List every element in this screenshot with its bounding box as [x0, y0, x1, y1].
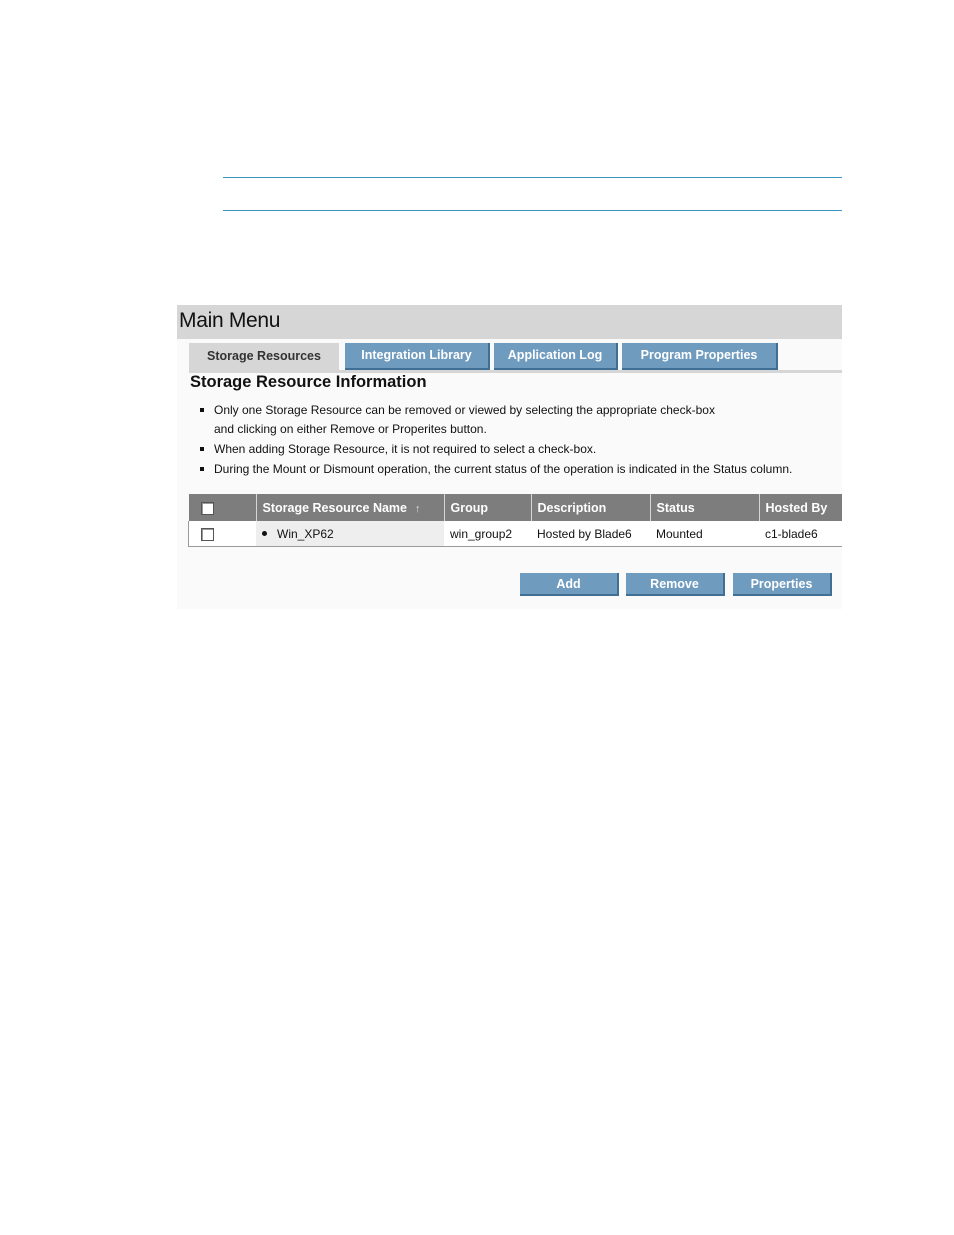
main-menu-bar [177, 305, 842, 339]
cell-hosted-by: c1-blade6 [759, 521, 842, 547]
cell-description: Hosted by Blade6 [531, 521, 650, 547]
remove-button[interactable]: Remove [626, 573, 725, 596]
bullet-icon [200, 467, 204, 471]
info-notes [199, 401, 839, 480]
column-header-hosted-by[interactable]: Hosted By [759, 494, 842, 521]
note-text: and clicking on either Remove or Properites button. [214, 422, 487, 436]
table-row [189, 521, 843, 547]
select-all-header [189, 494, 257, 521]
bottom-rule [223, 210, 842, 211]
table-header-row [189, 494, 843, 521]
sort-ascending-icon[interactable]: ↑ [415, 502, 421, 515]
bullet-icon [262, 531, 267, 536]
column-header-name[interactable] [256, 494, 444, 521]
add-button[interactable]: Add [520, 573, 619, 596]
row-select-checkbox[interactable] [201, 528, 214, 541]
note-text: When adding Storage Resource, it is not required to select a check-box. [214, 442, 597, 456]
properties-button[interactable]: Properties [733, 573, 832, 596]
storage-resources-window [177, 305, 842, 609]
bullet-icon [200, 447, 204, 451]
note-text: Only one Storage Resource can be removed or viewed by selecting the appropriate check-box [214, 403, 715, 417]
cell-name-text: Win_XP62 [277, 526, 334, 541]
select-all-checkbox[interactable] [201, 502, 214, 515]
column-header-label: Storage Resource Name [262, 500, 408, 515]
column-header-description[interactable]: Description [531, 494, 650, 521]
tab-program-properties[interactable]: Program Properties [622, 343, 778, 370]
note-item [199, 401, 839, 439]
cell-group: win_group2 [444, 521, 531, 547]
note-item [199, 460, 839, 479]
main-menu-title: Main Menu [179, 309, 281, 332]
bullet-icon [200, 408, 204, 412]
column-header-group[interactable]: Group [444, 494, 531, 521]
column-header-status[interactable]: Status [650, 494, 759, 521]
cell-name [256, 521, 444, 547]
tab-application-log[interactable]: Application Log [494, 343, 618, 370]
cell-status: Mounted [650, 521, 759, 547]
tab-integration-library[interactable]: Integration Library [345, 343, 490, 370]
note-item [199, 440, 839, 459]
note-text: During the Mount or Dismount operation, the current status of the operation is indicated in the Status column. [214, 462, 793, 476]
top-rule [223, 177, 842, 178]
tab-storage-resources[interactable]: Storage Resources [189, 343, 339, 373]
storage-resource-table [188, 494, 842, 547]
section-title: Storage Resource Information [190, 373, 427, 391]
row-select-cell [189, 521, 257, 547]
